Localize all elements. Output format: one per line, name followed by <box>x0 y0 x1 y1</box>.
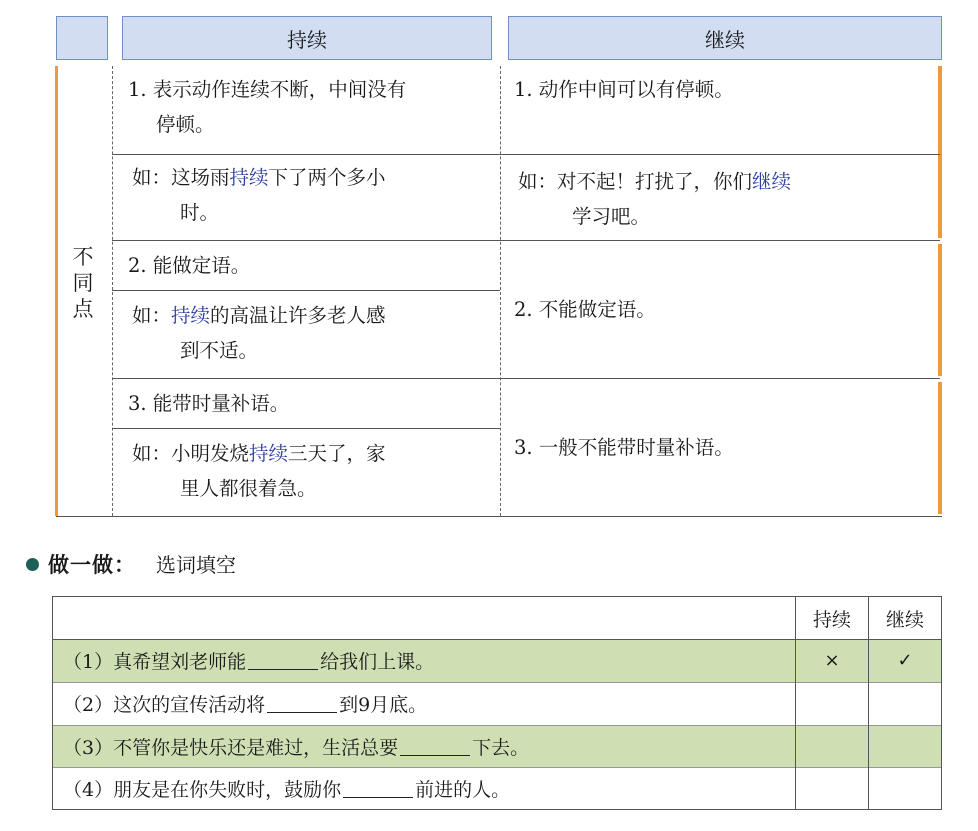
fill-blank[interactable] <box>248 651 318 670</box>
exercise-item-4: （4）朋友是在你失败时，鼓励你 前进的人。 <box>63 778 511 801</box>
answer-chixu-1[interactable]: × <box>824 650 840 671</box>
header-blank-cell <box>56 16 108 60</box>
jixu-definition-1: 1. 动作中间可以有停顿。 <box>514 78 734 101</box>
right-accent-bar-2 <box>938 244 942 376</box>
rule <box>112 240 940 241</box>
keyword-chixu: 持续 <box>249 442 289 465</box>
exercise-table <box>52 596 942 810</box>
jixu-definition-2: 2. 不能做定语。 <box>514 298 656 321</box>
answer-jixu-2[interactable] <box>869 682 941 725</box>
answer-chixu-2[interactable] <box>796 682 868 725</box>
jixu-example-1: 如：对不起！打扰了，你们继续 学习吧。 <box>518 170 792 228</box>
left-accent-bar <box>55 66 58 516</box>
chixu-example-2: 如：持续的高温让许多老人感 到不适。 <box>132 304 386 362</box>
divider-dashed-middle <box>500 66 501 516</box>
keyword-chixu: 持续 <box>171 304 211 327</box>
answer-chixu-4[interactable] <box>796 767 868 809</box>
bullet-icon <box>26 558 39 571</box>
answer-chixu-3[interactable] <box>796 725 868 767</box>
fill-blank[interactable] <box>343 779 413 798</box>
rule <box>112 378 940 379</box>
header-chixu: 持续 <box>122 16 492 60</box>
exercise-item-1: （1）真希望刘老师能 给我们上课。 <box>63 651 435 673</box>
chixu-definition-3: 3. 能带时量补语。 <box>128 392 290 415</box>
rule <box>500 154 940 155</box>
answer-jixu-4[interactable] <box>869 767 941 809</box>
keyword-jixu: 继续 <box>752 170 792 193</box>
chixu-example-1: 如：这场雨持续下了两个多小 时。 <box>132 166 386 224</box>
rule <box>112 154 500 155</box>
chixu-definition-1: 1. 表示动作连续不断，中间没有 停顿。 <box>128 78 407 136</box>
chixu-example-3: 如：小明发烧持续三天了，家 里人都很着急。 <box>132 442 386 500</box>
right-accent-bar-3 <box>938 382 942 514</box>
rule <box>112 290 500 291</box>
rule <box>112 428 500 429</box>
column-header-chixu: 持续 <box>812 608 851 631</box>
right-accent-bar-1 <box>938 66 942 238</box>
answer-jixu-3[interactable] <box>869 725 941 767</box>
exercise-title: 做一做： <box>48 553 136 577</box>
jixu-definition-3: 3. 一般不能带时量补语。 <box>514 436 734 459</box>
exercise-item-3: （3）不管你是快乐还是难过，生活总要 下去。 <box>63 736 530 759</box>
side-label: 不 同 点 <box>72 245 94 321</box>
answer-jixu-1[interactable]: ✓ <box>897 650 913 671</box>
column-header-jixu: 继续 <box>885 608 924 631</box>
header-jixu: 继续 <box>508 16 942 60</box>
fill-blank[interactable] <box>400 737 470 756</box>
rule <box>56 516 942 517</box>
keyword-chixu: 持续 <box>229 166 269 189</box>
exercise-item-2: （2）这次的宣传活动将 到9月底。 <box>63 694 428 716</box>
fill-blank[interactable] <box>267 694 337 713</box>
exercise-subtitle: 选词填空 <box>156 553 236 577</box>
divider-dashed-left <box>112 66 113 516</box>
chixu-definition-2: 2. 能做定语。 <box>128 254 251 277</box>
